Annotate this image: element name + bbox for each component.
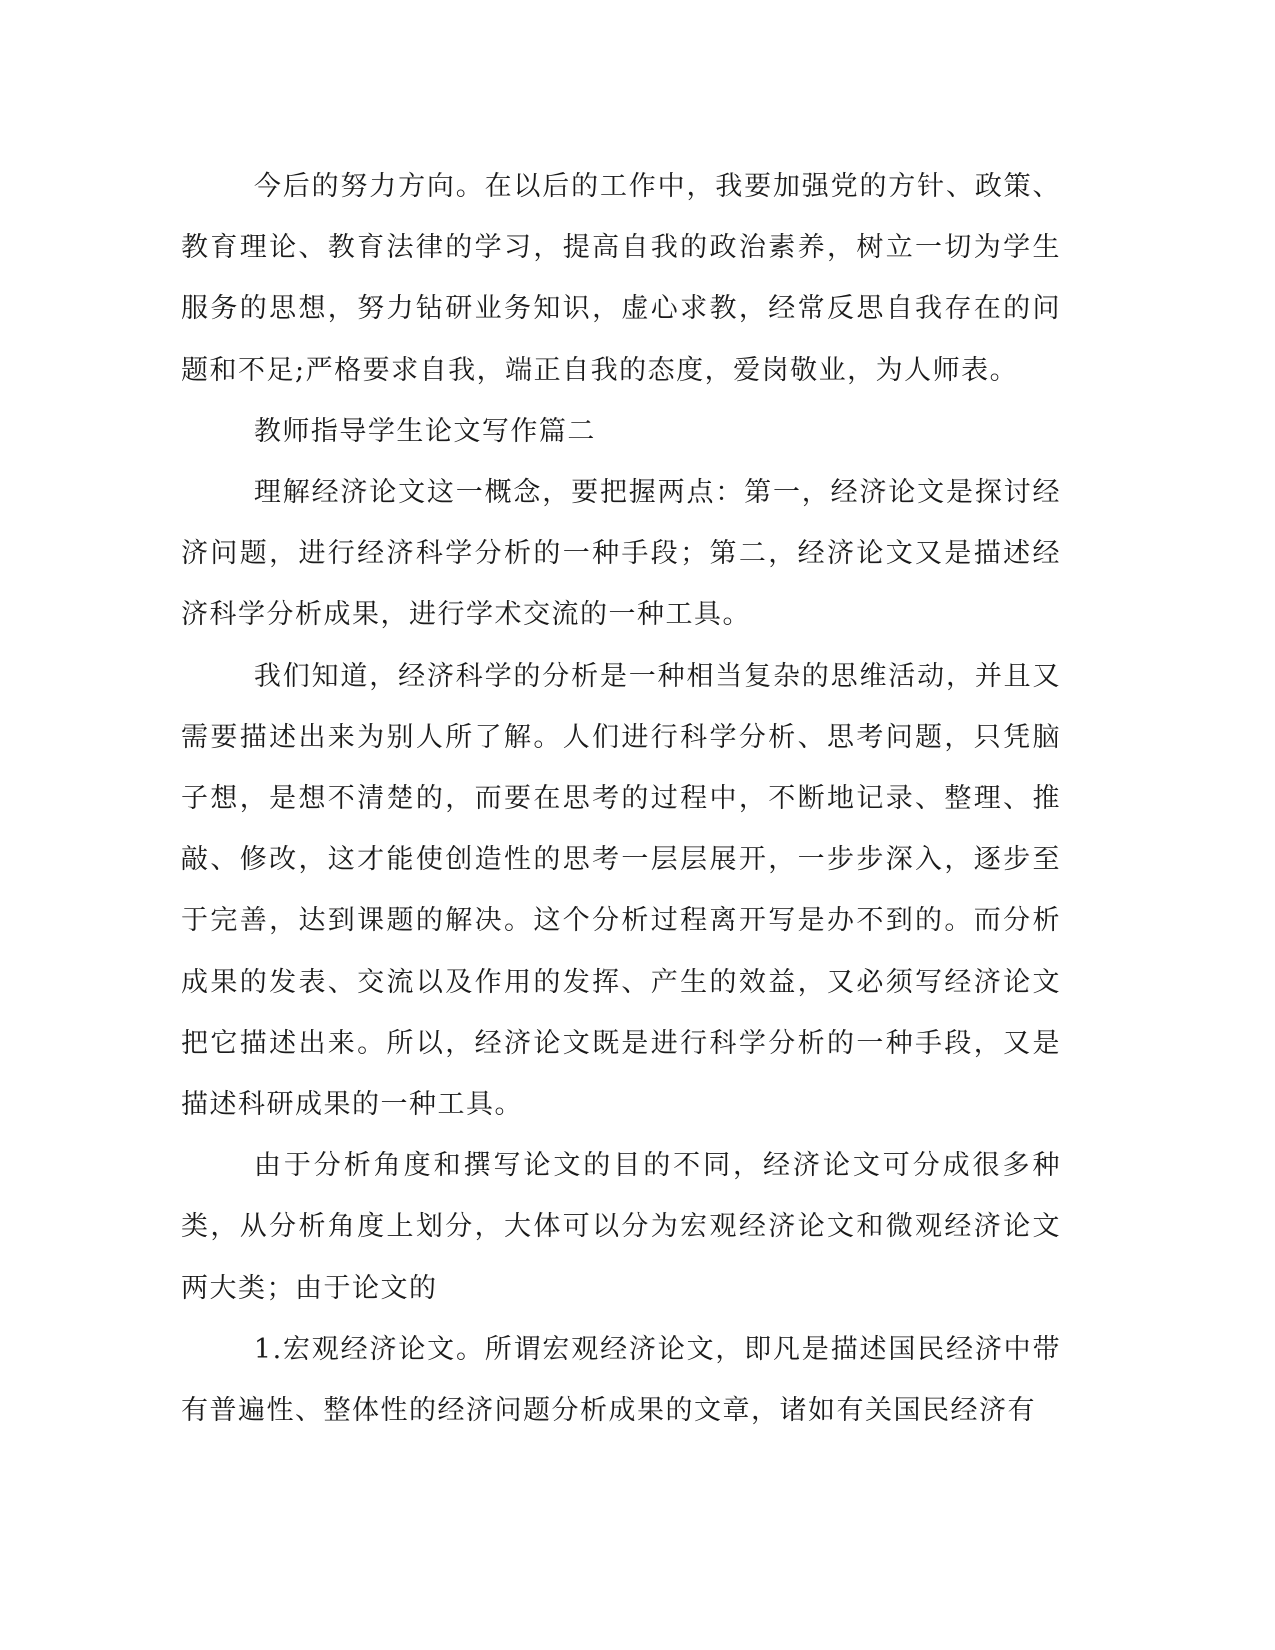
paragraph-macro-economics: 1.宏观经济论文。所谓宏观经济论文，即凡是描述国民经济中带有普遍性、整体性的经济问题分析成果的文章，诸如有关国民经济有: [181, 1333, 1061, 1427]
paragraph-concept: 理解经济论文这一概念，要把握两点：第一，经济论文是探讨经济问题，进行经济科学分析的一种手段；第二，经济论文又是描述经济科学分析成果，进行学术交流的一种工具。: [181, 477, 1061, 631]
document-body: [181, 156, 1061, 1441]
paragraph-categories: 由于分析角度和撰写论文的目的不同，经济论文可分成很多种类，从分析角度上划分，大体可以分为宏观经济论文和微观经济论文两大类；由于论文的: [181, 1150, 1061, 1304]
paragraph-analysis: 我们知道，经济科学的分析是一种相当复杂的思维活动，并且又需要描述出来为别人所了解。人们进行科学分析、思考问题，只凭脑子想，是想不清楚的，而要在思考的过程中，不断地记录、整理、推敲、修改，这才能使创造性的思考一层层展开，一步步深入，逐步至于完善，达到课题的解决。这个分析过程离开写是办不到的。而分析成果的发表、交流以及作用的发挥、产生的效益，又必须写经济论文把它描述出来。所以，经济论文既是进行科学分析的一种手段，又是描述科研成果的一种工具。: [181, 660, 1061, 1121]
paragraph-future-direction: 今后的努力方向。在以后的工作中，我要加强党的方针、政策、教育理论、教育法律的学习，提高自我的政治素养，树立一切为学生服务的思想，努力钻研业务知识，虚心求教，经常反思自我存在的问题和不足;严格要求自我，端正自我的态度，爱岗敬业，为人师表。: [181, 171, 1061, 386]
section-heading: 教师指导学生论文写作篇二: [253, 415, 596, 447]
